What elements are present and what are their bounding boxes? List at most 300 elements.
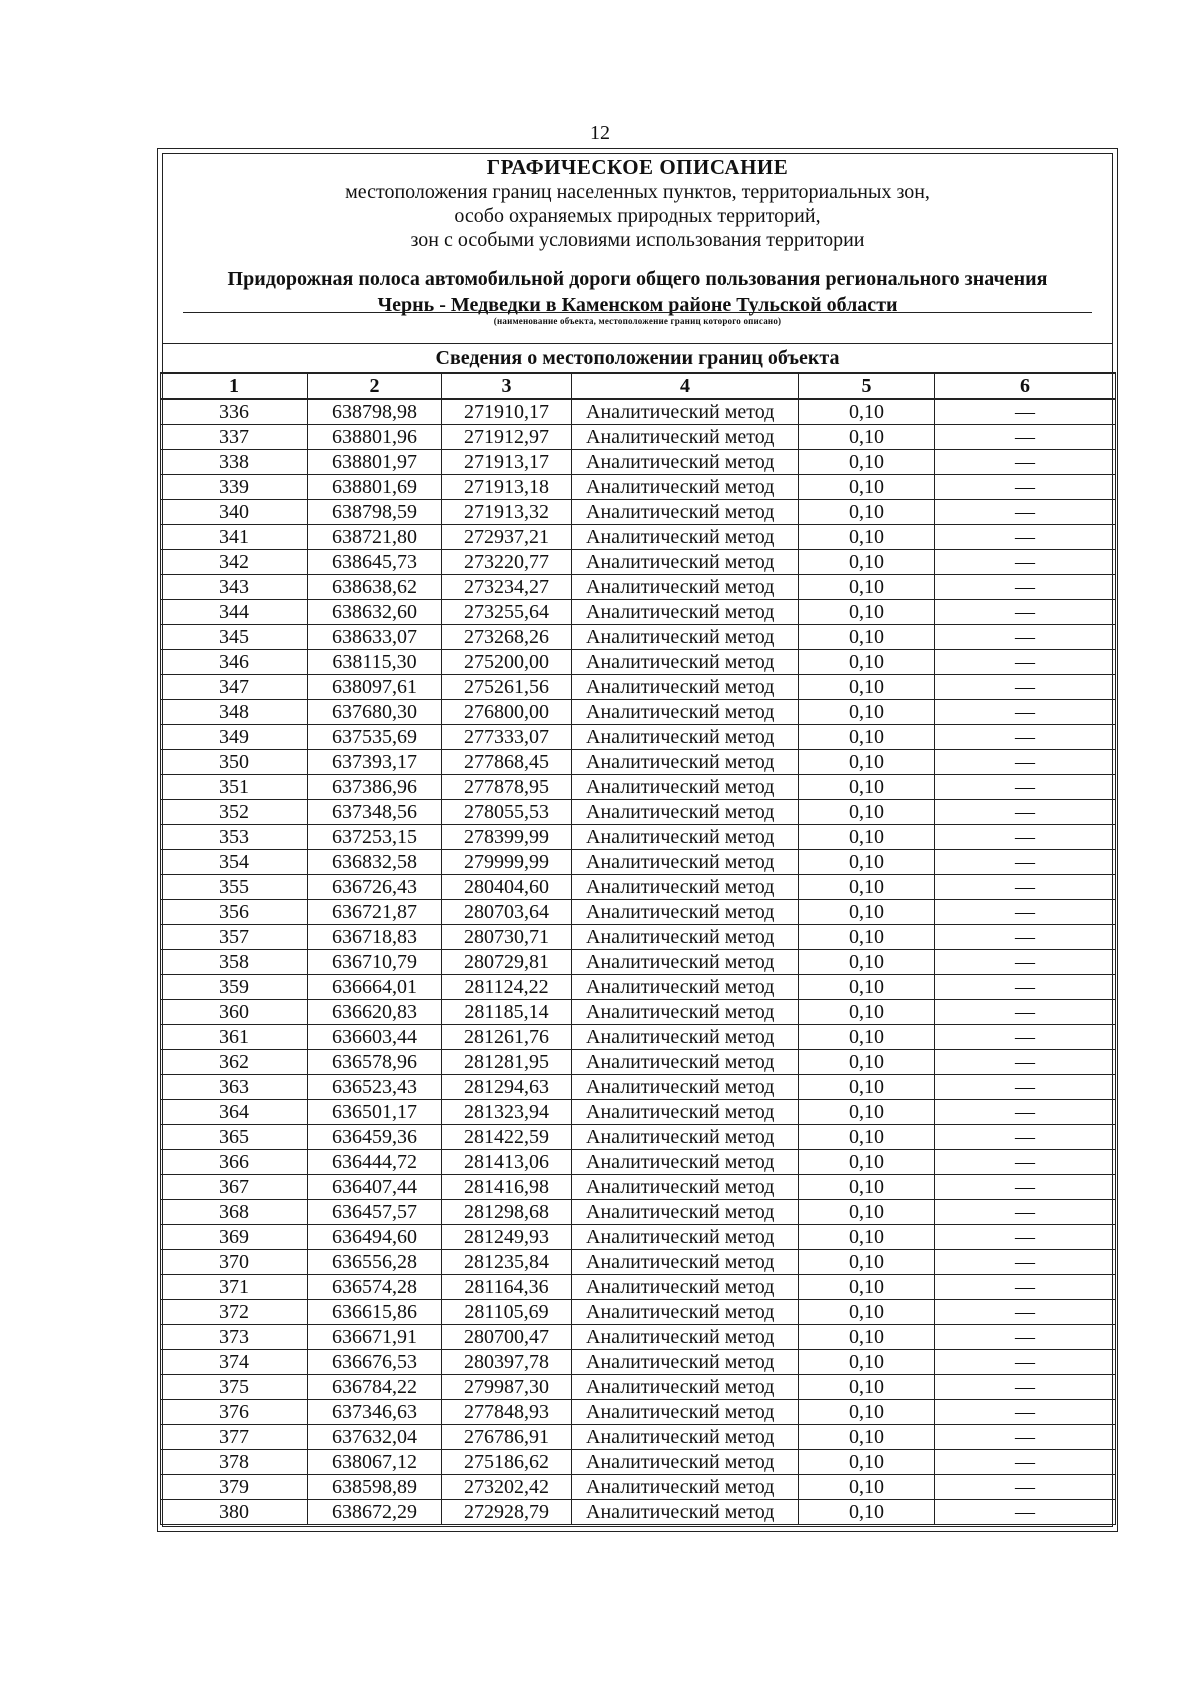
table-row: [161, 575, 1116, 600]
method-cell: Аналитический метод: [572, 925, 799, 950]
section-title: Сведения о местоположении границ объекта: [435, 347, 840, 369]
description-cell: —: [935, 600, 1116, 625]
point-number-cell: 365: [161, 1125, 308, 1150]
column-header: 4: [572, 373, 799, 399]
method-cell: Аналитический метод: [572, 1075, 799, 1100]
x-coordinate-cell: 638798,98: [308, 399, 442, 425]
point-number-cell: 342: [161, 550, 308, 575]
table-row: [161, 425, 1116, 450]
method-cell: Аналитический метод: [572, 650, 799, 675]
accuracy-cell: 0,10: [799, 950, 935, 975]
accuracy-cell: 0,10: [799, 725, 935, 750]
method-cell: Аналитический метод: [572, 1025, 799, 1050]
description-cell: —: [935, 850, 1116, 875]
column-header: 6: [935, 373, 1116, 399]
point-number-cell: 340: [161, 500, 308, 525]
point-number-cell: 355: [161, 875, 308, 900]
object-name-line: Чернь - Медведки в Каменском районе Тульской области: [377, 294, 898, 316]
description-cell: —: [935, 1350, 1116, 1375]
x-coordinate-cell: 636444,72: [308, 1150, 442, 1175]
x-coordinate-cell: 636671,91: [308, 1325, 442, 1350]
table-row: [161, 625, 1116, 650]
x-coordinate-cell: 637346,63: [308, 1400, 442, 1425]
description-cell: —: [935, 1150, 1116, 1175]
accuracy-cell: 0,10: [799, 700, 935, 725]
table-row: [161, 475, 1116, 500]
point-number-cell: 380: [161, 1500, 308, 1525]
point-number-cell: 347: [161, 675, 308, 700]
description-cell: —: [935, 575, 1116, 600]
x-coordinate-cell: 638721,80: [308, 525, 442, 550]
point-number-cell: 350: [161, 750, 308, 775]
x-coordinate-cell: 636718,83: [308, 925, 442, 950]
description-cell: —: [935, 825, 1116, 850]
point-number-cell: 354: [161, 850, 308, 875]
point-number-cell: 353: [161, 825, 308, 850]
description-cell: —: [935, 625, 1116, 650]
table-row: [161, 1500, 1116, 1525]
description-cell: —: [935, 800, 1116, 825]
method-cell: Аналитический метод: [572, 1500, 799, 1525]
description-cell: —: [935, 900, 1116, 925]
point-number-cell: 358: [161, 950, 308, 975]
accuracy-cell: 0,10: [799, 875, 935, 900]
x-coordinate-cell: 636832,58: [308, 850, 442, 875]
point-number-cell: 346: [161, 650, 308, 675]
description-cell: —: [935, 875, 1116, 900]
document-title: ГРАФИЧЕСКОЕ ОПИСАНИЕ: [486, 155, 789, 179]
description-cell: —: [935, 1375, 1116, 1400]
x-coordinate-cell: 638632,60: [308, 600, 442, 625]
table-row: [161, 1225, 1116, 1250]
x-coordinate-cell: 637386,96: [308, 775, 442, 800]
description-cell: —: [935, 550, 1116, 575]
table-row: [161, 1125, 1116, 1150]
point-number-cell: 363: [161, 1075, 308, 1100]
column-header: 2: [308, 373, 442, 399]
column-header: 3: [442, 373, 572, 399]
y-coordinate-cell: 281422,59: [442, 1125, 572, 1150]
table-row: [161, 875, 1116, 900]
description-cell: —: [935, 500, 1116, 525]
accuracy-cell: 0,10: [799, 1250, 935, 1275]
point-number-cell: 372: [161, 1300, 308, 1325]
y-coordinate-cell: 275200,00: [442, 650, 572, 675]
method-cell: Аналитический метод: [572, 1400, 799, 1425]
table-row: [161, 1275, 1116, 1300]
description-cell: —: [935, 725, 1116, 750]
x-coordinate-cell: 636556,28: [308, 1250, 442, 1275]
table-row: [161, 1200, 1116, 1225]
coordinates-table: [160, 372, 1116, 1525]
table-row: [161, 500, 1116, 525]
accuracy-cell: 0,10: [799, 1100, 935, 1125]
description-cell: —: [935, 1050, 1116, 1075]
description-cell: —: [935, 1275, 1116, 1300]
y-coordinate-cell: 281249,93: [442, 1225, 572, 1250]
method-cell: Аналитический метод: [572, 500, 799, 525]
y-coordinate-cell: 277878,95: [442, 775, 572, 800]
method-cell: Аналитический метод: [572, 450, 799, 475]
y-coordinate-cell: 281416,98: [442, 1175, 572, 1200]
x-coordinate-cell: 638598,89: [308, 1475, 442, 1500]
y-coordinate-cell: 273268,26: [442, 625, 572, 650]
description-cell: —: [935, 1300, 1116, 1325]
table-row: [161, 1400, 1116, 1425]
method-cell: Аналитический метод: [572, 1325, 799, 1350]
method-cell: Аналитический метод: [572, 550, 799, 575]
method-cell: Аналитический метод: [572, 1250, 799, 1275]
y-coordinate-cell: 277333,07: [442, 725, 572, 750]
accuracy-cell: 0,10: [799, 525, 935, 550]
method-cell: Аналитический метод: [572, 1225, 799, 1250]
accuracy-cell: 0,10: [799, 850, 935, 875]
x-coordinate-cell: 637253,15: [308, 825, 442, 850]
y-coordinate-cell: 281413,06: [442, 1150, 572, 1175]
table-row: [161, 1475, 1116, 1500]
description-cell: —: [935, 1075, 1116, 1100]
y-coordinate-cell: 281323,94: [442, 1100, 572, 1125]
object-name-underline: [183, 312, 1092, 313]
x-coordinate-cell: 637348,56: [308, 800, 442, 825]
y-coordinate-cell: 273255,64: [442, 600, 572, 625]
x-coordinate-cell: 636523,43: [308, 1075, 442, 1100]
point-number-cell: 349: [161, 725, 308, 750]
table-row: [161, 675, 1116, 700]
accuracy-cell: 0,10: [799, 1425, 935, 1450]
table-row: [161, 450, 1116, 475]
y-coordinate-cell: 278055,53: [442, 800, 572, 825]
description-cell: —: [935, 750, 1116, 775]
x-coordinate-cell: 636710,79: [308, 950, 442, 975]
description-cell: —: [935, 650, 1116, 675]
method-cell: Аналитический метод: [572, 825, 799, 850]
y-coordinate-cell: 279987,30: [442, 1375, 572, 1400]
accuracy-cell: 0,10: [799, 975, 935, 1000]
description-cell: —: [935, 925, 1116, 950]
x-coordinate-cell: 636494,60: [308, 1225, 442, 1250]
point-number-cell: 360: [161, 1000, 308, 1025]
table-row: [161, 775, 1116, 800]
x-coordinate-cell: 636574,28: [308, 1275, 442, 1300]
method-cell: Аналитический метод: [572, 725, 799, 750]
x-coordinate-cell: 637535,69: [308, 725, 442, 750]
x-coordinate-cell: 638067,12: [308, 1450, 442, 1475]
accuracy-cell: 0,10: [799, 399, 935, 425]
method-cell: Аналитический метод: [572, 775, 799, 800]
point-number-cell: 376: [161, 1400, 308, 1425]
accuracy-cell: 0,10: [799, 750, 935, 775]
y-coordinate-cell: 280729,81: [442, 950, 572, 975]
table-row: [161, 1250, 1116, 1275]
x-coordinate-cell: 636603,44: [308, 1025, 442, 1050]
method-cell: Аналитический метод: [572, 700, 799, 725]
point-number-cell: 371: [161, 1275, 308, 1300]
description-cell: —: [935, 475, 1116, 500]
accuracy-cell: 0,10: [799, 550, 935, 575]
accuracy-cell: 0,10: [799, 1375, 935, 1400]
description-cell: —: [935, 975, 1116, 1000]
y-coordinate-cell: 280703,64: [442, 900, 572, 925]
point-number-cell: 379: [161, 1475, 308, 1500]
method-cell: Аналитический метод: [572, 975, 799, 1000]
y-coordinate-cell: 281298,68: [442, 1200, 572, 1225]
x-coordinate-cell: 638801,69: [308, 475, 442, 500]
method-cell: Аналитический метод: [572, 1300, 799, 1325]
accuracy-cell: 0,10: [799, 1475, 935, 1500]
table-row: [161, 1175, 1116, 1200]
object-name: [162, 266, 1113, 318]
description-cell: —: [935, 675, 1116, 700]
method-cell: Аналитический метод: [572, 525, 799, 550]
method-cell: Аналитический метод: [572, 1125, 799, 1150]
point-number-cell: 336: [161, 399, 308, 425]
point-number-cell: 364: [161, 1100, 308, 1125]
table-row: [161, 1050, 1116, 1075]
x-coordinate-cell: 636459,36: [308, 1125, 442, 1150]
table-row: [161, 850, 1116, 875]
method-cell: Аналитический метод: [572, 1000, 799, 1025]
x-coordinate-cell: 637393,17: [308, 750, 442, 775]
method-cell: Аналитический метод: [572, 1050, 799, 1075]
table-row: [161, 1075, 1116, 1100]
y-coordinate-cell: 281164,36: [442, 1275, 572, 1300]
description-cell: —: [935, 425, 1116, 450]
accuracy-cell: 0,10: [799, 625, 935, 650]
point-number-cell: 361: [161, 1025, 308, 1050]
object-name-caption: (наименование объекта, местоположение границ которого описано): [493, 316, 782, 326]
point-number-cell: 337: [161, 425, 308, 450]
y-coordinate-cell: 281281,95: [442, 1050, 572, 1075]
accuracy-cell: 0,10: [799, 1450, 935, 1475]
y-coordinate-cell: 281294,63: [442, 1075, 572, 1100]
description-cell: —: [935, 1175, 1116, 1200]
point-number-cell: 338: [161, 450, 308, 475]
y-coordinate-cell: 272928,79: [442, 1500, 572, 1525]
x-coordinate-cell: 638638,62: [308, 575, 442, 600]
y-coordinate-cell: 275261,56: [442, 675, 572, 700]
x-coordinate-cell: 638798,59: [308, 500, 442, 525]
point-number-cell: 341: [161, 525, 308, 550]
x-coordinate-cell: 638645,73: [308, 550, 442, 575]
point-number-cell: 369: [161, 1225, 308, 1250]
accuracy-cell: 0,10: [799, 575, 935, 600]
method-cell: Аналитический метод: [572, 475, 799, 500]
description-cell: —: [935, 1000, 1116, 1025]
accuracy-cell: 0,10: [799, 450, 935, 475]
accuracy-cell: 0,10: [799, 925, 935, 950]
x-coordinate-cell: 638801,97: [308, 450, 442, 475]
x-coordinate-cell: 636784,22: [308, 1375, 442, 1400]
description-cell: —: [935, 1450, 1116, 1475]
y-coordinate-cell: 280730,71: [442, 925, 572, 950]
table-row: [161, 550, 1116, 575]
table-row: [161, 1100, 1116, 1125]
y-coordinate-cell: 279999,99: [442, 850, 572, 875]
table-row: [161, 725, 1116, 750]
x-coordinate-cell: 638633,07: [308, 625, 442, 650]
table-row: [161, 525, 1116, 550]
accuracy-cell: 0,10: [799, 1200, 935, 1225]
method-cell: Аналитический метод: [572, 575, 799, 600]
y-coordinate-cell: 280404,60: [442, 875, 572, 900]
accuracy-cell: 0,10: [799, 825, 935, 850]
point-number-cell: 344: [161, 600, 308, 625]
x-coordinate-cell: 637632,04: [308, 1425, 442, 1450]
method-cell: Аналитический метод: [572, 1475, 799, 1500]
method-cell: Аналитический метод: [572, 425, 799, 450]
method-cell: Аналитический метод: [572, 625, 799, 650]
x-coordinate-cell: 636407,44: [308, 1175, 442, 1200]
accuracy-cell: 0,10: [799, 1050, 935, 1075]
method-cell: Аналитический метод: [572, 1375, 799, 1400]
table-row: [161, 1300, 1116, 1325]
description-cell: —: [935, 525, 1116, 550]
table-row: [161, 1375, 1116, 1400]
accuracy-cell: 0,10: [799, 775, 935, 800]
x-coordinate-cell: 636620,83: [308, 1000, 442, 1025]
accuracy-cell: 0,10: [799, 1000, 935, 1025]
point-number-cell: 373: [161, 1325, 308, 1350]
point-number-cell: 368: [161, 1200, 308, 1225]
page-number: 12: [590, 122, 610, 144]
accuracy-cell: 0,10: [799, 1025, 935, 1050]
y-coordinate-cell: 276786,91: [442, 1425, 572, 1450]
table-row: [161, 600, 1116, 625]
table-row: [161, 825, 1116, 850]
description-cell: —: [935, 1250, 1116, 1275]
accuracy-cell: 0,10: [799, 425, 935, 450]
y-coordinate-cell: 273234,27: [442, 575, 572, 600]
table-row: [161, 750, 1116, 775]
point-number-cell: 348: [161, 700, 308, 725]
y-coordinate-cell: 281185,14: [442, 1000, 572, 1025]
table-row: [161, 650, 1116, 675]
point-number-cell: 352: [161, 800, 308, 825]
table-row: [161, 925, 1116, 950]
accuracy-cell: 0,10: [799, 900, 935, 925]
y-coordinate-cell: 280700,47: [442, 1325, 572, 1350]
method-cell: Аналитический метод: [572, 875, 799, 900]
description-cell: —: [935, 775, 1116, 800]
table-row: [161, 950, 1116, 975]
table-row: [161, 1450, 1116, 1475]
x-coordinate-cell: 636676,53: [308, 1350, 442, 1375]
y-coordinate-cell: 281235,84: [442, 1250, 572, 1275]
description-cell: —: [935, 700, 1116, 725]
table-row: [161, 399, 1116, 425]
method-cell: Аналитический метод: [572, 1275, 799, 1300]
table-body: [161, 399, 1116, 1525]
table-row: [161, 1350, 1116, 1375]
method-cell: Аналитический метод: [572, 900, 799, 925]
accuracy-cell: 0,10: [799, 1350, 935, 1375]
x-coordinate-cell: 638801,96: [308, 425, 442, 450]
x-coordinate-cell: 636457,57: [308, 1200, 442, 1225]
table-row: [161, 800, 1116, 825]
x-coordinate-cell: 637680,30: [308, 700, 442, 725]
point-number-cell: 351: [161, 775, 308, 800]
method-cell: Аналитический метод: [572, 750, 799, 775]
description-cell: —: [935, 1425, 1116, 1450]
y-coordinate-cell: 281105,69: [442, 1300, 572, 1325]
description-cell: —: [935, 1200, 1116, 1225]
subtitle-line: зон с особыми условиями использования территории: [410, 229, 865, 251]
accuracy-cell: 0,10: [799, 1325, 935, 1350]
accuracy-cell: 0,10: [799, 800, 935, 825]
accuracy-cell: 0,10: [799, 1500, 935, 1525]
y-coordinate-cell: 278399,99: [442, 825, 572, 850]
subtitle-line: особо охраняемых природных территорий,: [454, 205, 821, 227]
point-number-cell: 374: [161, 1350, 308, 1375]
table-row: [161, 1025, 1116, 1050]
description-cell: —: [935, 1400, 1116, 1425]
accuracy-cell: 0,10: [799, 1300, 935, 1325]
point-number-cell: 345: [161, 625, 308, 650]
x-coordinate-cell: 638115,30: [308, 650, 442, 675]
method-cell: Аналитический метод: [572, 1450, 799, 1475]
x-coordinate-cell: 636578,96: [308, 1050, 442, 1075]
table-row: [161, 1000, 1116, 1025]
x-coordinate-cell: 636726,43: [308, 875, 442, 900]
subtitle-line: местоположения границ населенных пунктов, территориальных зон,: [345, 181, 930, 203]
y-coordinate-cell: 271910,17: [442, 399, 572, 425]
point-number-cell: 362: [161, 1050, 308, 1075]
accuracy-cell: 0,10: [799, 1400, 935, 1425]
description-cell: —: [935, 1025, 1116, 1050]
description-cell: —: [935, 399, 1116, 425]
x-coordinate-cell: 636501,17: [308, 1100, 442, 1125]
accuracy-cell: 0,10: [799, 600, 935, 625]
y-coordinate-cell: 271913,18: [442, 475, 572, 500]
y-coordinate-cell: 271913,17: [442, 450, 572, 475]
accuracy-cell: 0,10: [799, 1275, 935, 1300]
document-header: [162, 153, 1113, 343]
accuracy-cell: 0,10: [799, 475, 935, 500]
method-cell: Аналитический метод: [572, 600, 799, 625]
y-coordinate-cell: 273202,42: [442, 1475, 572, 1500]
point-number-cell: 375: [161, 1375, 308, 1400]
y-coordinate-cell: 271912,97: [442, 425, 572, 450]
accuracy-cell: 0,10: [799, 650, 935, 675]
description-cell: —: [935, 950, 1116, 975]
accuracy-cell: 0,10: [799, 1175, 935, 1200]
table-row: [161, 700, 1116, 725]
y-coordinate-cell: 281261,76: [442, 1025, 572, 1050]
x-coordinate-cell: 638097,61: [308, 675, 442, 700]
method-cell: Аналитический метод: [572, 800, 799, 825]
section-divider: [162, 343, 1113, 344]
point-number-cell: 370: [161, 1250, 308, 1275]
object-name-line: Придорожная полоса автомобильной дороги общего пользования регионального значения: [227, 268, 1048, 290]
accuracy-cell: 0,10: [799, 1125, 935, 1150]
point-number-cell: 377: [161, 1425, 308, 1450]
method-cell: Аналитический метод: [572, 399, 799, 425]
description-cell: —: [935, 1125, 1116, 1150]
method-cell: Аналитический метод: [572, 1150, 799, 1175]
accuracy-cell: 0,10: [799, 1075, 935, 1100]
method-cell: Аналитический метод: [572, 1425, 799, 1450]
y-coordinate-cell: 277848,93: [442, 1400, 572, 1425]
y-coordinate-cell: 280397,78: [442, 1350, 572, 1375]
accuracy-cell: 0,10: [799, 500, 935, 525]
description-cell: —: [935, 1225, 1116, 1250]
y-coordinate-cell: 275186,62: [442, 1450, 572, 1475]
y-coordinate-cell: 273220,77: [442, 550, 572, 575]
point-number-cell: 366: [161, 1150, 308, 1175]
table-row: [161, 1425, 1116, 1450]
table-row: [161, 1325, 1116, 1350]
